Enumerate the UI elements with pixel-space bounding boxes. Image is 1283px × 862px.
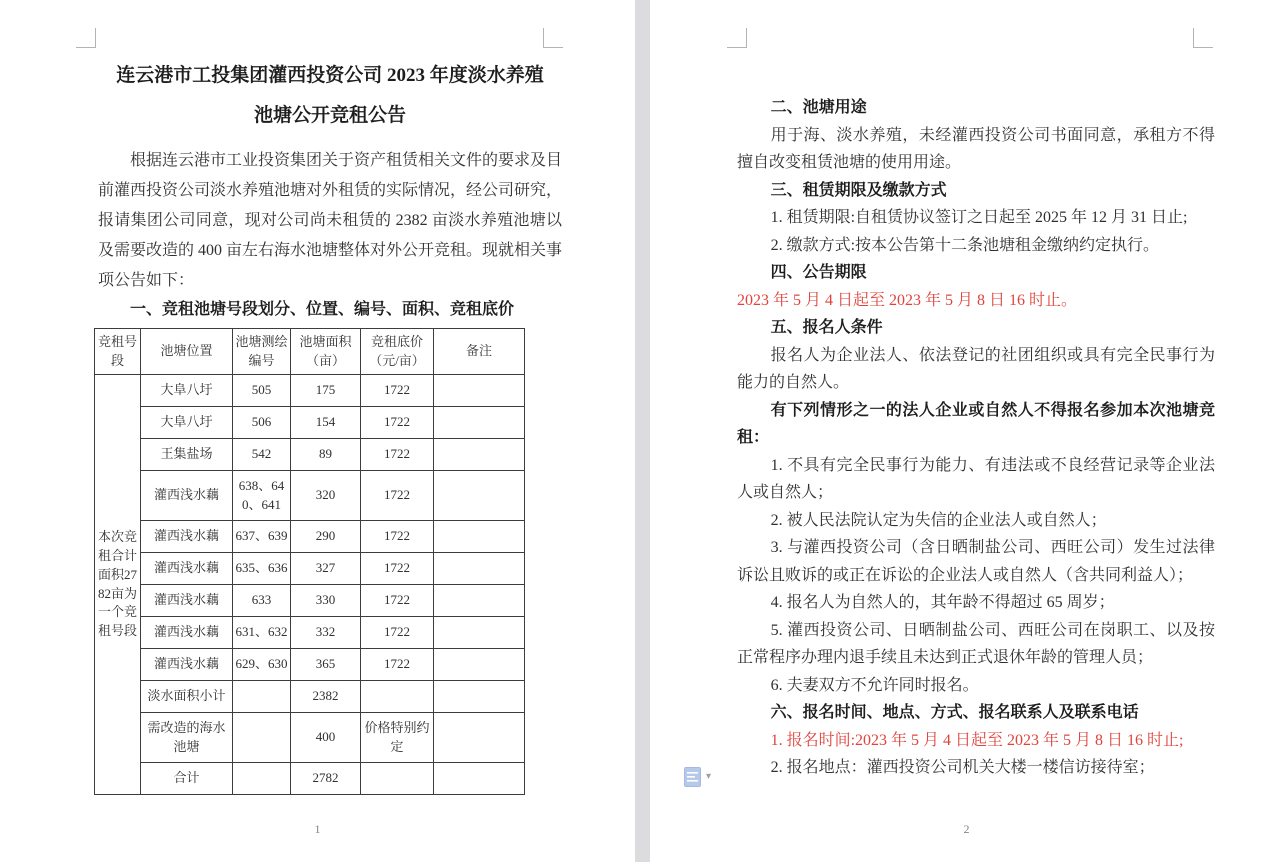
cell-survey: 633	[233, 585, 291, 617]
cell-note	[434, 681, 525, 713]
col-header-area: 池塘面积（亩）	[291, 329, 361, 375]
cell-area: 400	[291, 713, 361, 763]
table-row	[95, 521, 525, 553]
list-item: 1. 租赁期限:自租赁协议签订之日起至 2025 年 12 月 31 日止;	[770, 209, 1188, 226]
margin-page-options-widget[interactable]	[684, 767, 711, 787]
cell-area: 320	[291, 471, 361, 521]
heading-2: 二、池塘用途	[770, 99, 867, 116]
cell-note	[434, 521, 525, 553]
heading-4: 四、公告期限	[770, 264, 867, 281]
cell-location: 需改造的海水池塘	[141, 713, 233, 763]
bold-condition-lead: 有下列情形之一的法人企业或自然人不得报名参加本次池塘竞租：	[737, 401, 1215, 446]
col-header-location: 池塘位置	[141, 329, 233, 375]
margin-corner-mark	[727, 28, 747, 48]
list-item: 6. 夫妻双方不允许同时报名。	[770, 676, 979, 694]
table-row	[95, 407, 525, 439]
list-item: 2. 缴款方式:按本公告第十二条池塘租金缴纳约定执行。	[770, 236, 1160, 254]
cell-location: 灌西浅水藕	[141, 521, 233, 553]
cell-survey: 542	[233, 439, 291, 471]
list-item: 4. 报名人为自然人的，其年龄不得超过 65 周岁；	[770, 594, 1115, 611]
cell-location: 大阜八圩	[141, 375, 233, 407]
merged-segment-cell: 本次竞租合计面积2782亩为一个竞租号段	[95, 375, 141, 795]
cell-note	[434, 763, 525, 795]
dropdown-caret-icon[interactable]: ▾	[706, 771, 712, 782]
heading-6: 六、报名时间、地点、方式、报名联系人及联系电话	[770, 704, 1139, 721]
cell-note	[434, 375, 525, 407]
cell-note	[434, 713, 525, 763]
cell-survey: 638、640、641	[233, 471, 291, 521]
cell-survey: 635、636	[233, 553, 291, 585]
intro-paragraph: 根据连云港市工业投资集团关于资产租赁相关文件的要求及目前灌西投资公司淡水养殖池塘对外租赁的实际情况，经公司研究，报请集团公司同意，现对公司尚未租赁的 2382 亩淡水养殖池塘以及需要改造的 400 亩左右海水池塘整体对外公开竞租。现就相关事项公告如下：	[98, 152, 563, 289]
cell-note	[434, 471, 525, 521]
page-2-number: 2	[963, 822, 970, 836]
page-2-text-area	[737, 94, 1215, 782]
cell-location: 大阜八圩	[141, 407, 233, 439]
document-title-line-2: 池塘公开竞租公告	[253, 105, 406, 126]
cell-survey	[233, 681, 291, 713]
col-header-survey-no: 池塘测绘编号	[233, 329, 291, 375]
table-subtotal-row	[95, 681, 525, 713]
cell-note	[434, 553, 525, 585]
cell-area: 330	[291, 585, 361, 617]
cell-price: 1722	[361, 553, 434, 585]
cell-area: 365	[291, 649, 361, 681]
cell-area: 327	[291, 553, 361, 585]
cell-price: 1722	[361, 471, 434, 521]
cell-area: 2382	[291, 681, 361, 713]
table-row	[95, 713, 525, 763]
col-header-base-price: 竞租底价（元/亩）	[361, 329, 434, 375]
cell-price: 1722	[361, 617, 434, 649]
margin-corner-mark	[76, 28, 96, 48]
table-header-row	[95, 329, 525, 375]
cell-price	[361, 681, 434, 713]
cell-price	[361, 763, 434, 795]
cell-survey: 631、632	[233, 617, 291, 649]
margin-corner-mark	[543, 28, 563, 48]
section-1-heading: 一、竞租池塘号段划分、位置、编号、面积、竞租底价	[130, 301, 515, 318]
page-1-number: 1	[314, 822, 321, 836]
cell-note	[434, 407, 525, 439]
heading-3: 三、租赁期限及缴款方式	[770, 181, 947, 199]
list-item: 1. 不具有完全民事行为能力、有违法或不良经营记录等企业法人或自然人；	[737, 456, 1215, 501]
cell-price: 价格特别约定	[361, 713, 434, 763]
table-total-row	[95, 763, 525, 795]
cell-location: 王集盐场	[141, 439, 233, 471]
list-item: 2. 被人民法院认定为失信的企业法人或自然人；	[770, 511, 1107, 529]
list-item: 2. 报名地点：灌西投资公司机关大楼一楼信访接待室；	[770, 759, 1155, 776]
col-header-segment: 竞租号段	[95, 329, 141, 375]
col-header-note: 备注	[434, 329, 525, 375]
table-row	[95, 439, 525, 471]
cell-price: 1722	[361, 521, 434, 553]
cell-location: 合计	[141, 763, 233, 795]
cell-survey: 506	[233, 407, 291, 439]
cell-area: 2782	[291, 763, 361, 795]
document-title-line-1: 连云港市工投集团灌西投资公司 2023 年度淡水养殖	[116, 65, 544, 86]
table-row	[95, 471, 525, 521]
cell-area: 290	[291, 521, 361, 553]
signup-time-red-text: 1. 报名时间:2023 年 5 月 4 日起至 2023 年 5 月 8 日 16 时止;	[770, 731, 1184, 749]
cell-location: 灌西浅水藕	[141, 585, 233, 617]
cell-note	[434, 585, 525, 617]
cell-survey: 505	[233, 375, 291, 407]
margin-corner-mark	[1193, 28, 1213, 48]
cell-survey	[233, 763, 291, 795]
heading-5: 五、报名人条件	[770, 319, 883, 336]
document-page-2	[650, 0, 1283, 862]
cell-survey: 637、639	[233, 521, 291, 553]
cell-price: 1722	[361, 439, 434, 471]
pond-lease-table	[94, 328, 525, 795]
cell-survey	[233, 713, 291, 763]
announcement-period-red-text: 2023 年 5 月 4 日起至 2023 年 5 月 8 日 16 时止。	[737, 291, 1078, 309]
cell-area: 175	[291, 375, 361, 407]
table-row	[95, 649, 525, 681]
page-1-text-area	[98, 56, 562, 795]
cell-survey: 629、630	[233, 649, 291, 681]
cell-location: 灌西浅水藕	[141, 617, 233, 649]
document-icon[interactable]	[684, 767, 701, 787]
cell-price: 1722	[361, 375, 434, 407]
cell-location: 灌西浅水藕	[141, 553, 233, 585]
paragraph: 用于海、淡水养殖，未经灌西投资公司书面同意，承租方不得擅自改变租赁池塘的使用用途。	[737, 126, 1215, 171]
list-item: 5. 灌西投资公司、日晒制盐公司、西旺公司在岗职工、以及按正常程序办理内退手续且未达到正式退休年龄的管理人员；	[737, 621, 1215, 666]
paragraph: 报名人为企业法人、依法登记的社团组织或具有完全民事行为能力的自然人。	[737, 346, 1215, 391]
cell-note	[434, 617, 525, 649]
table-row	[95, 553, 525, 585]
table-row	[95, 375, 525, 407]
cell-location: 灌西浅水藕	[141, 471, 233, 521]
cell-area: 89	[291, 439, 361, 471]
cell-note	[434, 439, 525, 471]
list-item: 3. 与灌西投资公司（含日晒制盐公司、西旺公司）发生过法律诉讼且败诉的或正在诉讼的企业法人或自然人（含共同利益人）；	[737, 539, 1215, 584]
cell-location: 淡水面积小计	[141, 681, 233, 713]
cell-note	[434, 649, 525, 681]
table-row	[95, 585, 525, 617]
cell-price: 1722	[361, 585, 434, 617]
document-page-1	[0, 0, 635, 862]
cell-location: 灌西浅水藕	[141, 649, 233, 681]
table-row	[95, 617, 525, 649]
cell-price: 1722	[361, 649, 434, 681]
cell-area: 154	[291, 407, 361, 439]
cell-price: 1722	[361, 407, 434, 439]
cell-area: 332	[291, 617, 361, 649]
